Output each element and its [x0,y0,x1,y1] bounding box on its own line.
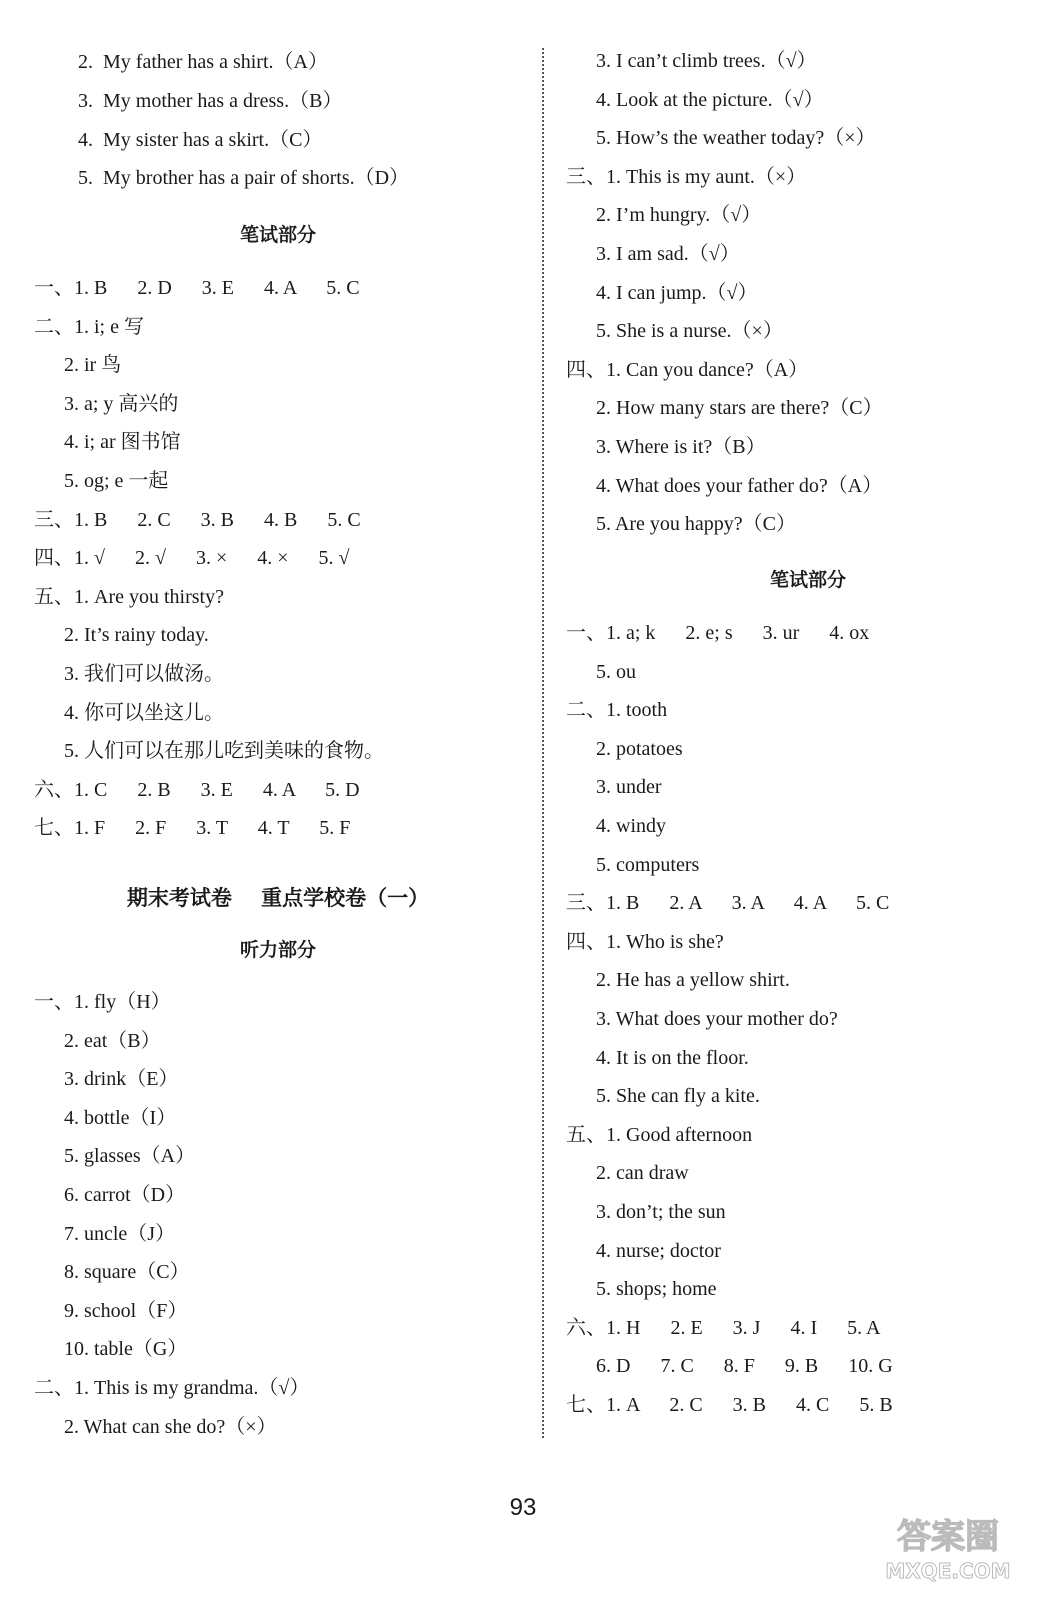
left-listening-answer-line: 2. eat（B） [34,1029,161,1052]
left-written-answer-line: 三、1. B 2. C 3. B 4. B 5. C [34,508,361,531]
right-written-answer-line: 3. don’t; the sun [566,1201,726,1223]
right-listening-answer-line: 4. Look at the picture.（√） [566,88,824,111]
right-written-answer-line: 4. It is on the floor. [566,1046,749,1069]
right-listening-answer-line: 3. Where is it?（B） [566,436,766,458]
right-written-answer-line: 5. shops; home [566,1278,717,1301]
right-listening-answer-line: 5. Are you happy?（C） [566,513,796,536]
right-written-answer-line: 七、1. A 2. C 3. B 4. C 5. B [566,1394,893,1416]
left-top-answer-line: 2. My father has a shirt.（A） [78,51,328,73]
left-written-answer-line: 2. ir 鸟 [34,354,122,377]
right-listening-answer-line: 5. How’s the weather today?（×） [566,127,876,150]
right-written-answer-line: 二、1. tooth [566,699,668,722]
right-written-answer-line: 5. computers [566,853,700,876]
left-written-answer-line: 七、1. F 2. F 3. T 4. T 5. F [34,817,351,840]
right-written-answer-line: 五、1. Good afternoon [566,1123,753,1146]
watermark-logo [868,1508,1028,1586]
right-written-answer-line: 2. potatoes [566,737,683,760]
right-listening-answer-line: 4. I can jump.（√） [566,281,758,304]
right-written-answer-line: 2. can draw [566,1162,689,1185]
right-listening-answer-line: 2. How many stars are there?（C） [566,397,883,420]
left-written-answer-line: 5. og; e 一起 [34,470,169,492]
left-top-answer-line: 3. My mother has a dress.（B） [78,89,343,112]
right-listening-answer-line: 3. I am sad.（√） [566,243,740,265]
right-written-answer-line: 三、1. B 2. A 3. A 4. A 5. C [566,892,890,915]
column-divider [542,48,544,1438]
left-listening-answer-line: 8. square（C） [34,1261,190,1284]
right-listening-answer-line: 2. I’m hungry.（√） [566,204,762,227]
left-listening-answer-line: 6. carrot（D） [34,1184,186,1206]
left-written-answer-line: 3. a; y 高兴的 [34,392,179,415]
right-written-answer-line: 4. windy [566,815,666,837]
left-listening-answer-line: 二、1. This is my grandma.（√） [34,1377,310,1399]
left-written-answer-line: 二、1. i; e 写 [34,315,144,338]
left-written-answer-line: 5. 人们可以在那儿吃到美味的食物。 [34,740,384,763]
right-written-answer-line: 六、1. H 2. E 3. J 4. I 5. A [566,1316,881,1339]
right-written-heading: 笔试部分 [769,569,846,591]
left-written-heading: 笔试部分 [239,224,316,246]
right-written-answer-line: 4. nurse; doctor [566,1239,721,1262]
right-listening-answer-line: 4. What does your father do?（A） [566,474,883,497]
svg-text:MXQE.COM: MXQE.COM [885,1559,1011,1583]
right-written-answer-line: 5. ou [566,660,636,683]
left-written-answer-line: 六、1. C 2. B 3. E 4. A 5. D [34,778,360,801]
watermark-icon [868,1508,1028,1586]
right-written-answer-line: 四、1. Who is she? [566,930,724,953]
left-listening-answer-line: 5. glasses（A） [34,1145,196,1168]
left-written-answer-line: 五、1. Are you thirsty? [34,585,224,608]
left-listening-answer-line: 3. drink（E） [34,1068,179,1091]
left-listening-answer-line: 7. uncle（J） [34,1222,176,1245]
right-listening-answer-line: 5. She is a nurse.（×） [566,320,783,343]
left-written-answer-line: 4. 你可以坐这儿。 [34,701,224,724]
right-listening-answer-line: 3. I can’t climb trees.（√） [566,50,817,72]
left-written-answer-line: 一、1. B 2. D 3. E 4. A 5. C [34,277,360,299]
right-written-answer-line: 3. under [566,776,662,799]
left-listening-answer-line: 4. bottle（I） [34,1106,177,1129]
left-listening-answer-line: 10. table（G） [34,1338,188,1361]
right-listening-answer-line: 四、1. Can you dance?（A） [566,358,809,381]
exam-title: 期末考试卷 重点学校卷（一） [126,886,430,910]
left-written-answer-line: 3. 我们可以做汤。 [34,663,224,685]
left-written-answer-line: 4. i; ar 图书馆 [34,431,181,454]
right-written-answer-line: 一、1. a; k 2. e; s 3. ur 4. ox [566,622,870,644]
right-written-answer-line: 3. What does your mother do? [566,1008,838,1030]
left-top-answer-line: 5. My brother has a pair of shorts.（D） [78,167,410,190]
left-top-answer-line: 4. My sister has a skirt.（C） [78,128,323,151]
left-written-answer-line: 四、1. √ 2. √ 3. × 4. × 5. √ [34,547,350,570]
left-listening-answer-line: 一、1. fly（H） [34,991,171,1013]
right-written-answer-line: 6. D 7. C 8. F 9. B 10. G [566,1355,893,1378]
left-listening-answer-line: 2. What can she do?（×） [34,1415,277,1438]
left-written-answer-line: 2. It’s rainy today. [34,624,209,647]
left-listening-answer-line: 9. school（F） [34,1299,188,1322]
svg-text:答案圈: 答案圈 [897,1517,999,1557]
left-listening-heading: 听力部分 [239,939,316,961]
right-written-answer-line: 5. She can fly a kite. [566,1085,760,1108]
right-written-answer-line: 2. He has a yellow shirt. [566,969,790,992]
right-listening-answer-line: 三、1. This is my aunt.（×） [566,165,807,188]
page-number: 93 [509,1494,537,1521]
